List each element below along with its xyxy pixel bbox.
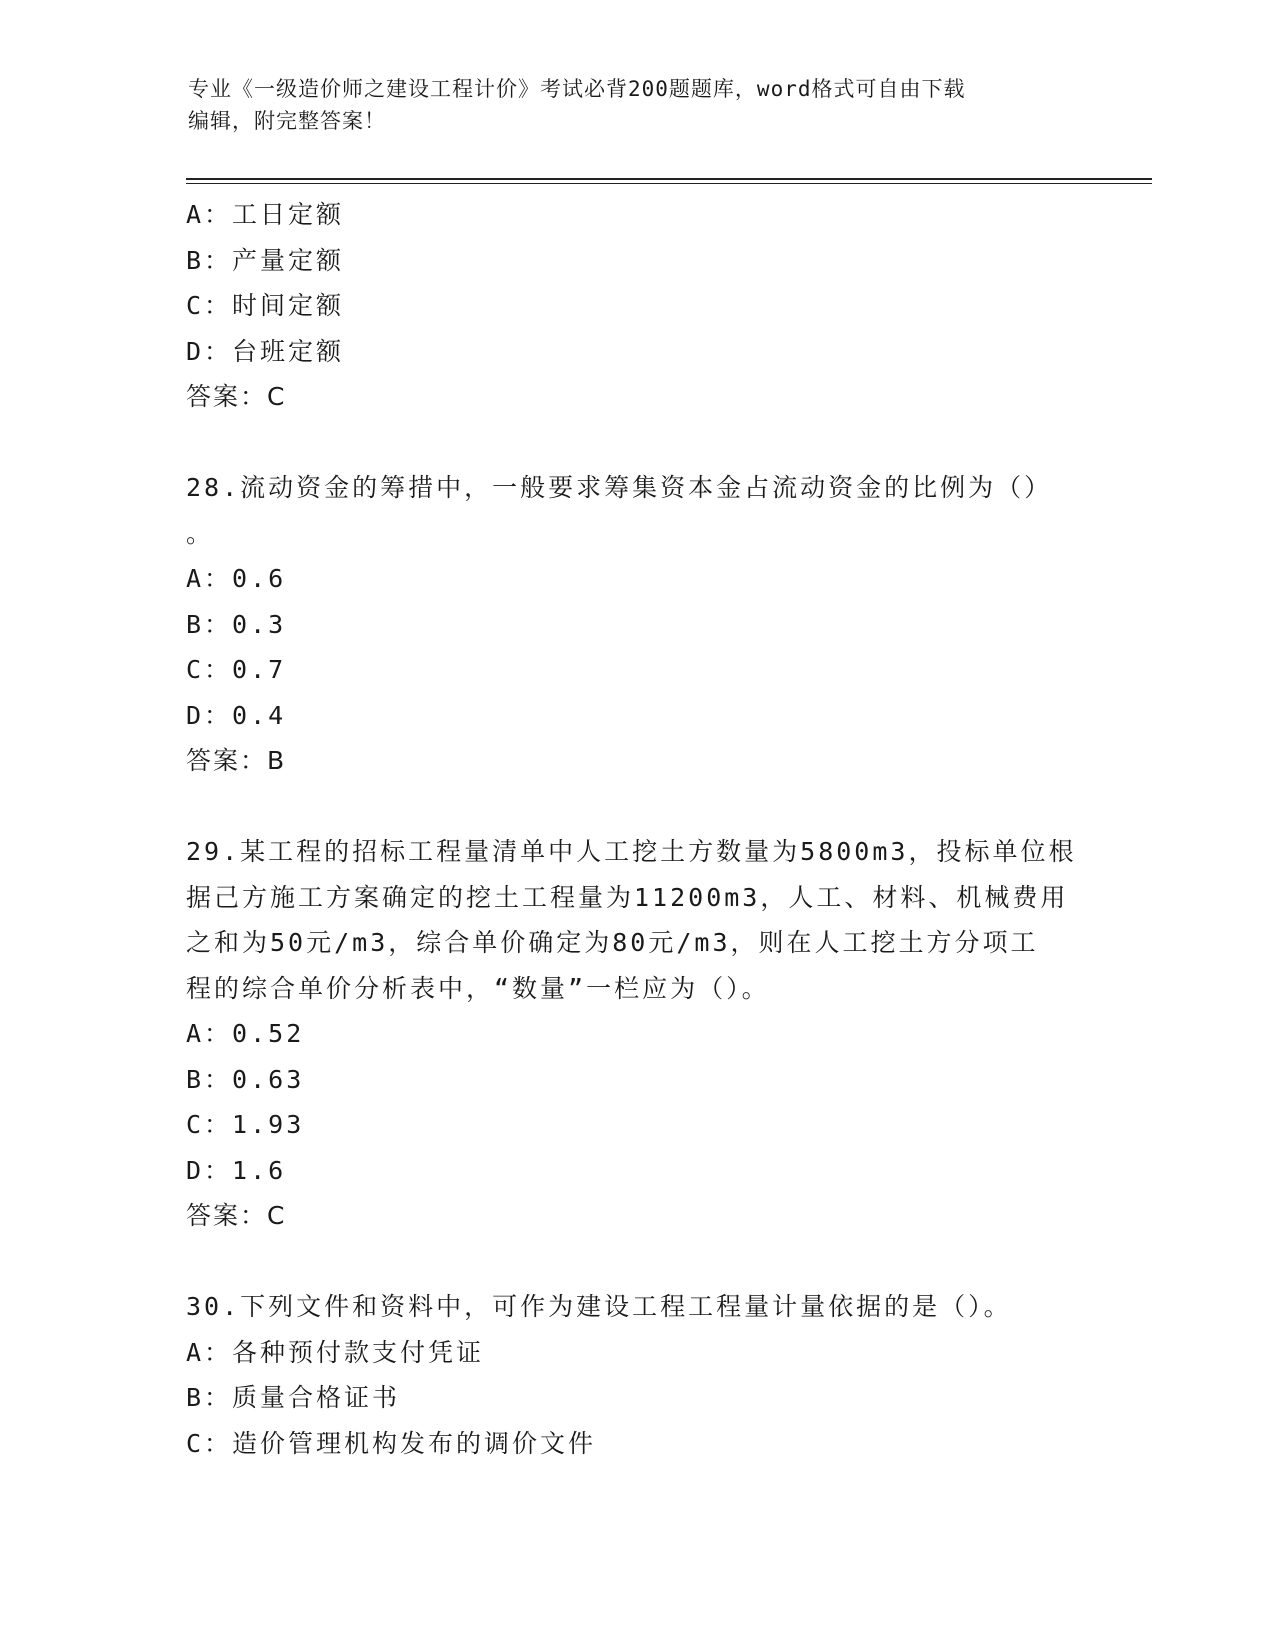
option-d: D：台班定额 <box>186 336 345 366</box>
question-text-line: 29.某工程的招标工程量清单中人工挖土方数量为5800m3，投标单位根 <box>186 837 1077 866</box>
header-line-1: 专业《一级造价师之建设工程计价》考试必背200题题库，word格式可自由下载 <box>188 77 966 101</box>
question-text-line: 28.流动资金的筹措中，一般要求筹集资本金占流动资金的比例为（） <box>186 473 1053 502</box>
question-text-line: 程的综合单价分析表中，“数量”一栏应为（）。 <box>186 973 770 1003</box>
rule-thin-line <box>186 183 1152 184</box>
spacer <box>186 1239 1086 1285</box>
question-30 <box>186 1284 1086 1466</box>
answer: 答案：C <box>186 1201 287 1230</box>
option-c: C：1.93 <box>186 1110 305 1139</box>
option-a: A：0.6 <box>186 564 287 593</box>
option-c: C：造价管理机构发布的调价文件 <box>186 1428 597 1458</box>
option-d: D：1.6 <box>186 1155 287 1185</box>
option-b: B：产量定额 <box>186 245 345 275</box>
option-b: B：质量合格证书 <box>186 1383 401 1412</box>
header-line-2: 编辑，附完整答案！ <box>188 109 386 133</box>
question-27 <box>186 192 1086 420</box>
header-double-rule <box>186 178 1152 184</box>
answer: 答案：B <box>186 746 287 775</box>
document-header <box>188 73 1088 137</box>
option-c: C：0.7 <box>186 655 287 684</box>
option-b: B：0.63 <box>186 1064 305 1094</box>
rule-thick-line <box>186 178 1152 180</box>
option-d: D：0.4 <box>186 700 287 730</box>
option-b: B：0.3 <box>186 609 287 639</box>
spacer <box>186 784 1086 830</box>
answer: 答案：C <box>186 382 287 411</box>
question-29 <box>186 829 1086 1239</box>
question-text-line: 之和为50元/m3，综合单价确定为80元/m3，则在人工挖土方分项工 <box>186 928 1039 957</box>
question-text-line: 。 <box>186 518 215 548</box>
question-list <box>186 192 1086 1466</box>
option-a: A：各种预付款支付凭证 <box>186 1337 485 1367</box>
option-a: A：0.52 <box>186 1019 305 1048</box>
question-28 <box>186 465 1086 784</box>
option-c: C：时间定额 <box>186 291 345 320</box>
spacer <box>186 420 1086 466</box>
question-text-line: 30.下列文件和资料中，可作为建设工程工程量计量依据的是（）。 <box>186 1292 1012 1321</box>
question-text-line: 据己方施工方案确定的挖土工程量为11200m3，人工、材料、机械费用 <box>186 882 1069 912</box>
option-a: A：工日定额 <box>186 200 345 229</box>
